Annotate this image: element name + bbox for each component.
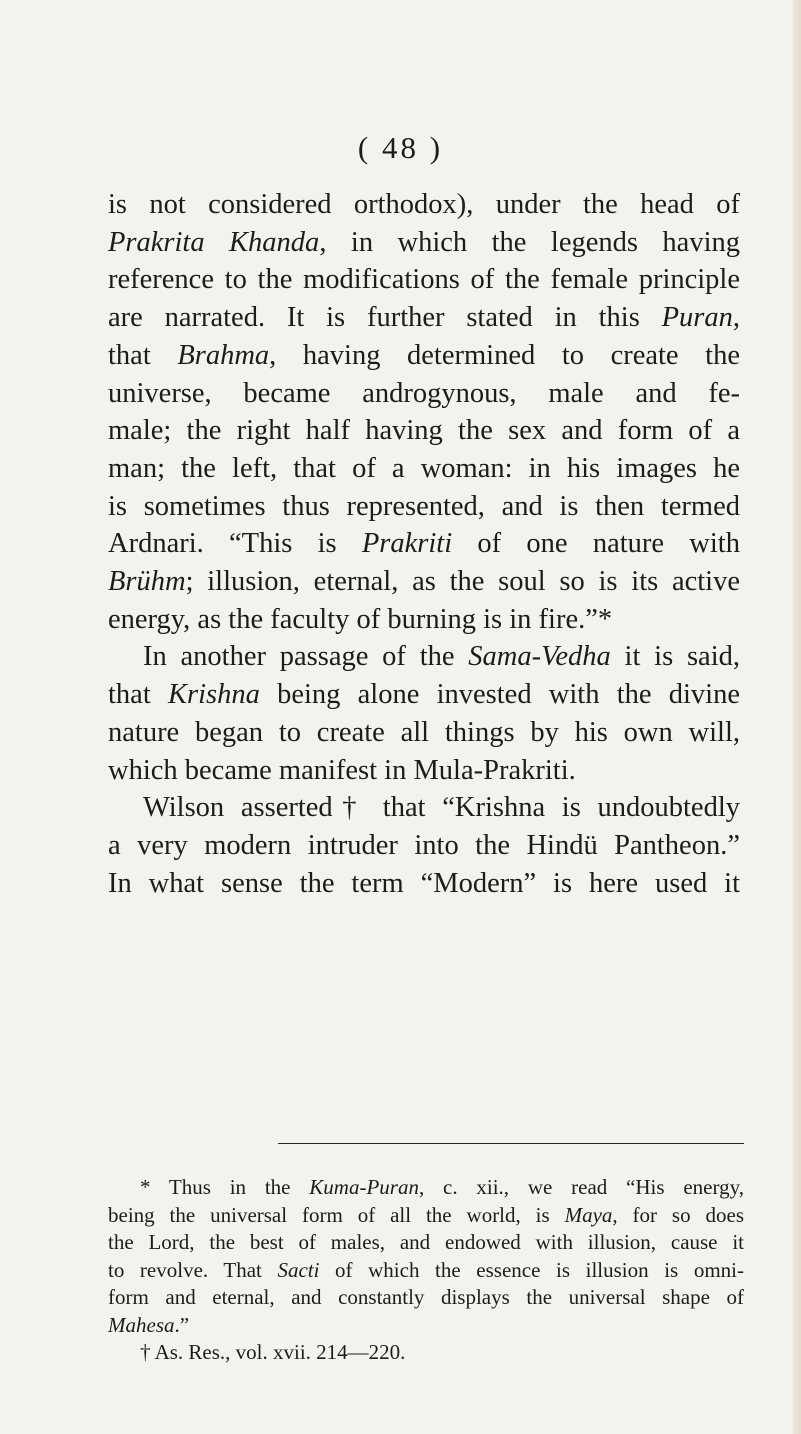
footnote-line: † As. Res., vol. xvii. 214—220.	[140, 1340, 406, 1364]
footnotes	[108, 1174, 744, 1367]
body-line: nature began to create all things by his own will,	[108, 716, 740, 748]
body-line: that Krishna being alone invested with the divine	[108, 679, 740, 711]
page-edge-shadow	[793, 0, 801, 1434]
body-line: man; the left, that of a woman: in his images he	[108, 452, 740, 484]
footnote-line: Mahesa.”	[108, 1312, 190, 1337]
footnote-line: the Lord, the best of males, and endowed with illusion, cause it	[108, 1230, 744, 1254]
page-number: ( 48 )	[357, 130, 444, 165]
body-line: Brühm; illusion, eternal, as the soul so is its active	[108, 566, 740, 598]
body-line: a very modern intruder into the Hindü Pantheon.”	[108, 829, 740, 861]
body-line: is not considered orthodox), under the head of	[108, 189, 740, 220]
body-line: is sometimes thus represented, and is then termed	[108, 490, 740, 522]
body-line: male; the right half having the sex and form of a	[108, 415, 740, 447]
body-line: universe, became androgynous, male and fe-	[108, 377, 740, 409]
footnote-line: form and eternal, and constantly displays the universal shape of	[108, 1285, 744, 1309]
body-line: reference to the modifications of the female principle	[108, 264, 740, 296]
body-line: which became manifest in Mula-Prakriti.	[108, 754, 576, 786]
footnote-line: being the universal form of all the world, is Maya, for so does	[108, 1202, 744, 1227]
body-line: Prakrita Khanda, in which the legends having	[108, 226, 741, 258]
body-line: In what sense the term “Modern” is here used it	[108, 867, 740, 899]
body-line: that Brahma, having determined to create the	[108, 339, 740, 371]
body-line: In another passage of the Sama-Vedha it is said,	[143, 641, 740, 673]
footnote-line: to revolve. That Sacti of which the essence is illusion is omni-	[108, 1257, 744, 1282]
body-line: Wilson asserted† that “Krishna is undoubtedly	[143, 792, 740, 824]
body-line: energy, as the faculty of burning is in fire.”*	[108, 603, 613, 635]
footnote-divider	[278, 1143, 744, 1144]
footnote-line: * Thus in the Kuma-Puran, c. xii., we read “His energy,	[140, 1175, 744, 1199]
body-text	[108, 186, 740, 902]
body-line: are narrated. It is further stated in this Puran,	[108, 302, 740, 334]
body-line: Ardnari. “This is Prakriti of one nature with	[108, 528, 740, 560]
